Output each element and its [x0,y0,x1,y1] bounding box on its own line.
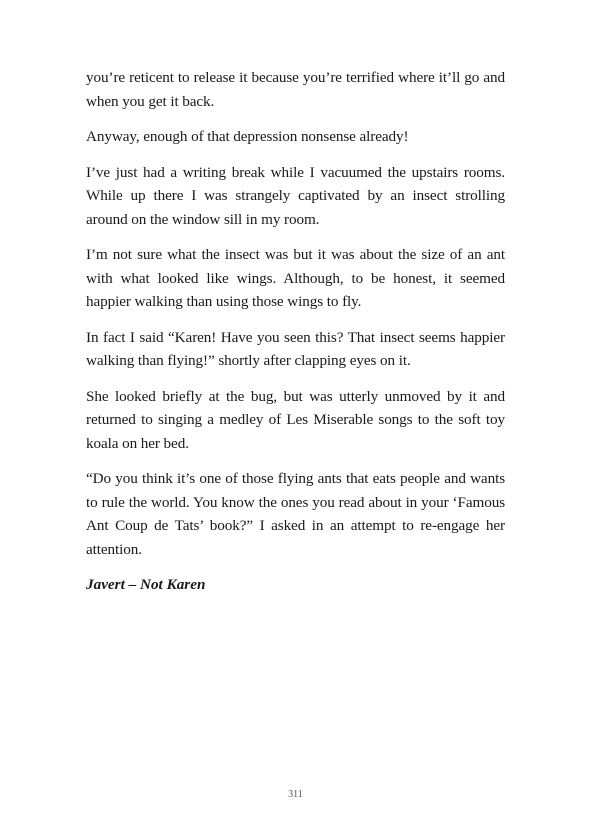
paragraph-6: She looked briefly at the bug, but was utterly unmoved by it and returned to singing a medley of Les Miserable songs to the soft toy koala on her bed. [86,387,505,452]
paragraph-7: “Do you think it’s one of those flying ants that eats people and wants to rule the world. You know the ones you read about in your ‘Famous Ant Coup de Tats’ book?” I asked in an attempt to re-engage her attention. [86,470,505,558]
paragraph-3: I’ve just had a writing break while I vacuumed the upstairs rooms. While up there I was strangely captivated by an insect strolling around on the window sill in my room. [86,163,505,228]
paragraph-2: Anyway, enough of that depression nonsense already! [86,128,409,145]
page-body [86,66,505,597]
paragraph-4: I’m not sure what the insect was but it was about the size of an ant with what looked like wings. Although, to be honest, it seemed happier walking than using those wings to fly. [86,246,505,310]
page-number: 311 [288,789,303,800]
paragraph-1: you’re reticent to release it because you’re terrified where it’ll go and when you get it back. [86,69,505,110]
signoff: Javert – Not Karen [86,576,206,593]
paragraph-5: In fact I said “Karen! Have you seen this? That insect seems happier walking than flying!” shortly after clapping eyes on it. [86,328,505,369]
